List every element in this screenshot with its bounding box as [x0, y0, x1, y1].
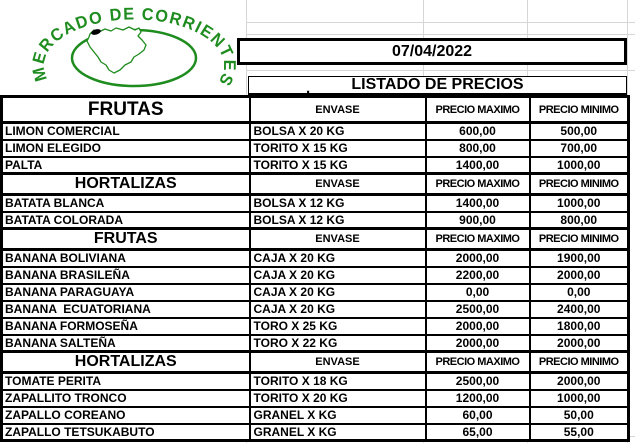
- precio-maximo-cell[interactable]: 2200,00: [426, 267, 530, 284]
- product-cell[interactable]: BANANA BOLIVIANA: [2, 250, 250, 267]
- category-title-cell[interactable]: HORTALIZAS: [2, 352, 250, 373]
- precio-maximo-cell[interactable]: 2000,00: [426, 250, 530, 267]
- product-cell[interactable]: LIMON ELEGIDO: [2, 140, 250, 157]
- precio-minimo-header-cell[interactable]: PRECIO MINIMO: [530, 229, 629, 250]
- logo-graphic: [28, 1, 248, 96]
- product-cell[interactable]: ZAPALLITO TRONCO: [2, 390, 250, 407]
- envase-cell[interactable]: CAJA X 20 KG: [250, 250, 426, 267]
- envase-header-cell[interactable]: ENVASE: [250, 352, 426, 373]
- envase-cell[interactable]: CAJA X 20 KG: [250, 284, 426, 301]
- envase-header-cell[interactable]: ENVASE: [250, 174, 426, 195]
- precio-minimo-header-cell[interactable]: PRECIO MINIMO: [530, 352, 629, 373]
- precio-maximo-cell[interactable]: 2000,00: [426, 318, 530, 335]
- precio-minimo-cell[interactable]: 50,00: [530, 407, 629, 424]
- envase-cell[interactable]: CAJA X 20 KG: [250, 267, 426, 284]
- table-row: [2, 335, 629, 352]
- precio-minimo-cell[interactable]: 1900,00: [530, 250, 629, 267]
- precio-minimo-cell[interactable]: 1800,00: [530, 318, 629, 335]
- product-cell[interactable]: TOMATE PERITA: [2, 373, 250, 390]
- envase-cell[interactable]: BOLSA X 12 KG: [250, 195, 426, 212]
- precio-minimo-header-cell[interactable]: PRECIO MINIMO: [530, 174, 629, 195]
- precio-maximo-cell[interactable]: 60,00: [426, 407, 530, 424]
- product-cell[interactable]: BANANA BRASILEÑA: [2, 267, 250, 284]
- precio-minimo-cell[interactable]: 2400,00: [530, 301, 629, 318]
- product-cell[interactable]: PALTA: [2, 157, 250, 174]
- precio-minimo-cell[interactable]: 500,00: [530, 123, 629, 140]
- precio-maximo-cell[interactable]: 600,00: [426, 123, 530, 140]
- precio-minimo-cell[interactable]: 2000,00: [530, 267, 629, 284]
- precio-minimo-header-cell[interactable]: PRECIO MINIMO: [530, 97, 629, 123]
- table-row: [2, 373, 629, 390]
- precio-maximo-cell[interactable]: 1400,00: [426, 157, 530, 174]
- precio-maximo-cell[interactable]: 1200,00: [426, 390, 530, 407]
- product-cell[interactable]: BANANA PARAGUAYA: [2, 284, 250, 301]
- section-header-row: [2, 352, 629, 373]
- product-cell[interactable]: BATATA BLANCA: [2, 195, 250, 212]
- table-row: [2, 195, 629, 212]
- precio-maximo-cell[interactable]: 900,00: [426, 212, 530, 229]
- envase-header-cell[interactable]: ENVASE: [250, 229, 426, 250]
- category-title-cell[interactable]: FRUTAS: [2, 229, 250, 250]
- envase-cell[interactable]: TORO X 25 KG: [250, 318, 426, 335]
- section-header-row: [2, 229, 629, 250]
- precio-minimo-cell[interactable]: 55,00: [530, 424, 629, 441]
- envase-cell[interactable]: GRANEL X KG: [250, 424, 426, 441]
- precio-maximo-cell[interactable]: 0,00: [426, 284, 530, 301]
- precio-maximo-header-cell[interactable]: PRECIO MAXIMO: [426, 174, 530, 195]
- envase-header-cell[interactable]: ENVASE: [250, 97, 426, 123]
- envase-cell[interactable]: TORITO X 20 KG: [250, 390, 426, 407]
- precio-maximo-cell[interactable]: 65,00: [426, 424, 530, 441]
- envase-cell[interactable]: TORITO X 18 KG: [250, 373, 426, 390]
- category-title-cell[interactable]: HORTALIZAS: [2, 174, 250, 195]
- precio-maximo-cell[interactable]: 1400,00: [426, 195, 530, 212]
- precio-maximo-cell[interactable]: 2500,00: [426, 301, 530, 318]
- envase-cell[interactable]: GRANEL X KG: [250, 407, 426, 424]
- logo-arc-text: MERCADO DE CORRIENTES: [28, 4, 240, 91]
- precio-minimo-cell[interactable]: 800,00: [530, 212, 629, 229]
- envase-cell[interactable]: TORITO X 15 KG: [250, 140, 426, 157]
- table-row: [2, 284, 629, 301]
- product-cell[interactable]: ZAPALLO COREANO: [2, 407, 250, 424]
- section-header-row: [2, 174, 629, 195]
- precio-minimo-cell[interactable]: 1000,00: [530, 390, 629, 407]
- envase-cell[interactable]: BOLSA X 20 KG: [250, 123, 426, 140]
- section-header-row: [2, 97, 629, 123]
- precio-minimo-cell[interactable]: 2000,00: [530, 335, 629, 352]
- table-row: [2, 407, 629, 424]
- table-row: [2, 157, 629, 174]
- precio-minimo-cell[interactable]: 1000,00: [530, 157, 629, 174]
- table-row: [2, 301, 629, 318]
- envase-cell[interactable]: TORITO X 15 KG: [250, 157, 426, 174]
- precio-maximo-header-cell[interactable]: PRECIO MAXIMO: [426, 352, 530, 373]
- product-cell[interactable]: BANANA FORMOSEÑA: [2, 318, 250, 335]
- price-table: [0, 95, 630, 442]
- precio-maximo-cell[interactable]: 2000,00: [426, 335, 530, 352]
- product-cell[interactable]: BANANA SALTEÑA: [2, 335, 250, 352]
- stray-mark: ,: [306, 80, 311, 97]
- precio-maximo-cell[interactable]: 2500,00: [426, 373, 530, 390]
- precio-minimo-cell[interactable]: 0,00: [530, 284, 629, 301]
- table-row: [2, 390, 629, 407]
- table-row: [2, 250, 629, 267]
- table-row: [2, 267, 629, 284]
- table-row: [2, 212, 629, 229]
- envase-cell[interactable]: BOLSA X 12 KG: [250, 212, 426, 229]
- product-cell[interactable]: BATATA COLORADA: [2, 212, 250, 229]
- precio-minimo-cell[interactable]: 1000,00: [530, 195, 629, 212]
- table-row: [2, 318, 629, 335]
- table-row: [2, 123, 629, 140]
- precio-maximo-cell[interactable]: 800,00: [426, 140, 530, 157]
- date-cell[interactable]: 07/04/2022: [237, 38, 627, 65]
- product-cell[interactable]: ZAPALLO TETSUKABUTO: [2, 424, 250, 441]
- table-row: [2, 140, 629, 157]
- envase-cell[interactable]: TORO X 22 KG: [250, 335, 426, 352]
- product-cell[interactable]: LIMON COMERCIAL: [2, 123, 250, 140]
- envase-cell[interactable]: CAJA X 20 KG: [250, 301, 426, 318]
- precio-minimo-cell[interactable]: 700,00: [530, 140, 629, 157]
- table-row: [2, 424, 629, 441]
- precio-maximo-header-cell[interactable]: PRECIO MAXIMO: [426, 97, 530, 123]
- mercado-corrientes-logo: [0, 0, 246, 94]
- precio-maximo-header-cell[interactable]: PRECIO MAXIMO: [426, 229, 530, 250]
- precio-minimo-cell[interactable]: 2000,00: [530, 373, 629, 390]
- product-cell[interactable]: BANANA ECUATORIANA: [2, 301, 250, 318]
- category-title-cell[interactable]: FRUTAS: [2, 97, 250, 123]
- price-list-title-cell[interactable]: LISTADO DE PRECIOS: [248, 76, 627, 95]
